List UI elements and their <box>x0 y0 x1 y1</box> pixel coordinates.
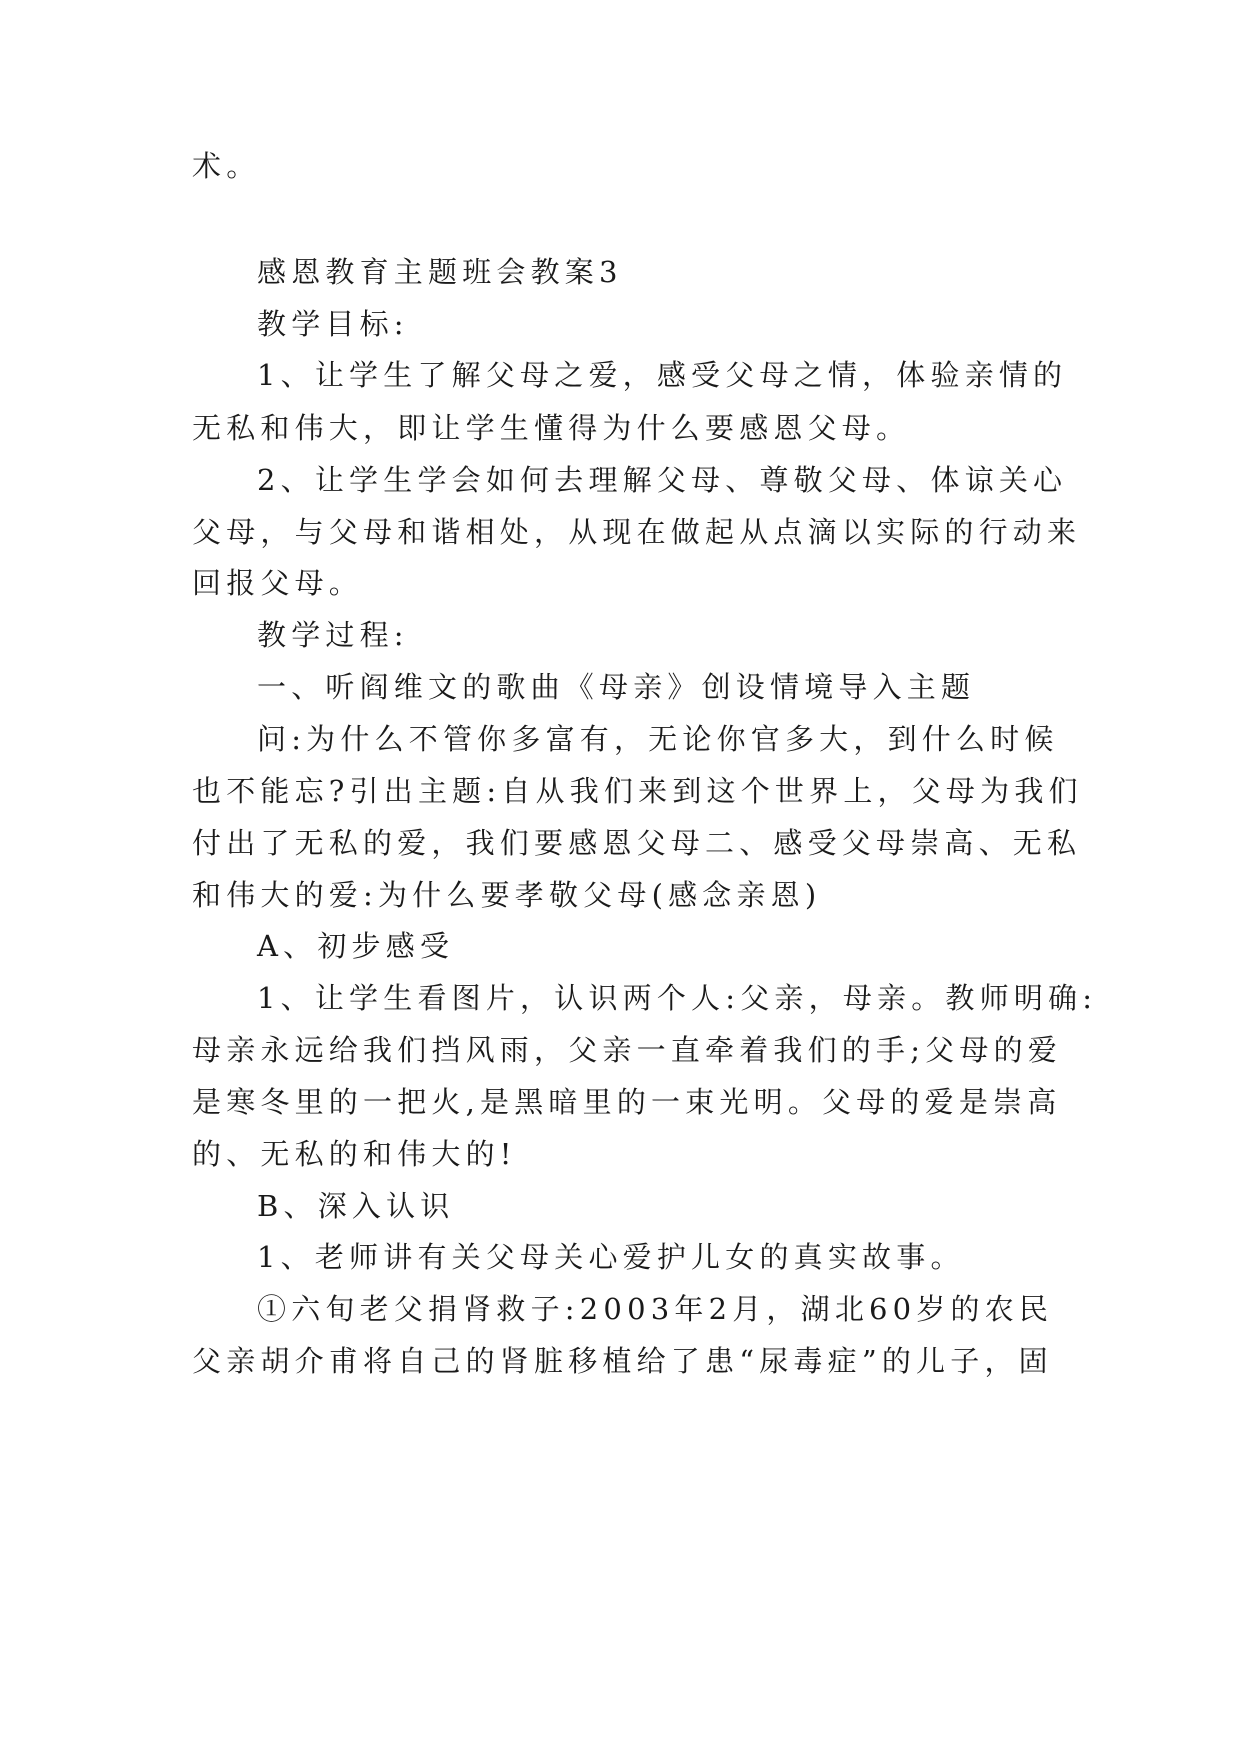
subheading: B、深入认识 <box>257 1189 455 1223</box>
paragraph-line: 问:为什么不管你多富有，无论你官多大，到什么时候 <box>257 722 1059 756</box>
paragraph-line: 1、让学生看图片，认识两个人:父亲，母亲。教师明确: <box>257 981 1098 1015</box>
paragraph-line: 母亲永远给我们挡风雨，父亲一直牵着我们的手;父母的爱 <box>192 1033 1062 1067</box>
paragraph-line: 术。 <box>192 149 261 183</box>
paragraph-line: ①六旬老父捐肾救子:2003年2月，湖北60岁的农民 <box>257 1292 1054 1326</box>
paragraph-line: 是寒冬里的一把火,是黑暗里的一束光明。父母的爱是崇高 <box>192 1085 1062 1119</box>
subheading: 教学过程: <box>257 618 409 652</box>
paragraph-line: 父亲胡介甫将自己的肾脏移植给了患“尿毒症”的儿子，固 <box>192 1344 1053 1378</box>
paragraph-line: 也不能忘?引出主题:自从我们来到这个世界上，父母为我们 <box>192 774 1083 808</box>
subheading: A、初步感受 <box>257 929 455 963</box>
paragraph-line: 2、让学生学会如何去理解父母、尊敬父母、体谅关心 <box>257 463 1068 497</box>
paragraph-line: 回报父母。 <box>192 566 364 600</box>
paragraph-line: 1、让学生了解父母之爱，感受父母之情，体验亲情的 <box>257 358 1068 392</box>
paragraph-line: 付出了无私的爱，我们要感恩父母二、感受父母崇高、无私 <box>192 826 1082 860</box>
section-heading: 感恩教育主题班会教案3 <box>257 255 623 289</box>
subheading: 教学目标: <box>257 307 409 341</box>
paragraph-line: 1、老师讲有关父母关心爱护儿女的真实故事。 <box>257 1240 965 1274</box>
paragraph-line: 的、无私的和伟大的! <box>192 1137 517 1171</box>
paragraph-line: 父母，与父母和谐相处，从现在做起从点滴以实际的行动来 <box>192 515 1082 549</box>
paragraph-line: 一、听阎维文的歌曲《母亲》创设情境导入主题 <box>257 670 976 704</box>
paragraph-line: 无私和伟大，即让学生懂得为什么要感恩父母。 <box>192 411 911 445</box>
paragraph-line: 和伟大的爱:为什么要孝敬父母(感念亲恩) <box>192 878 822 912</box>
